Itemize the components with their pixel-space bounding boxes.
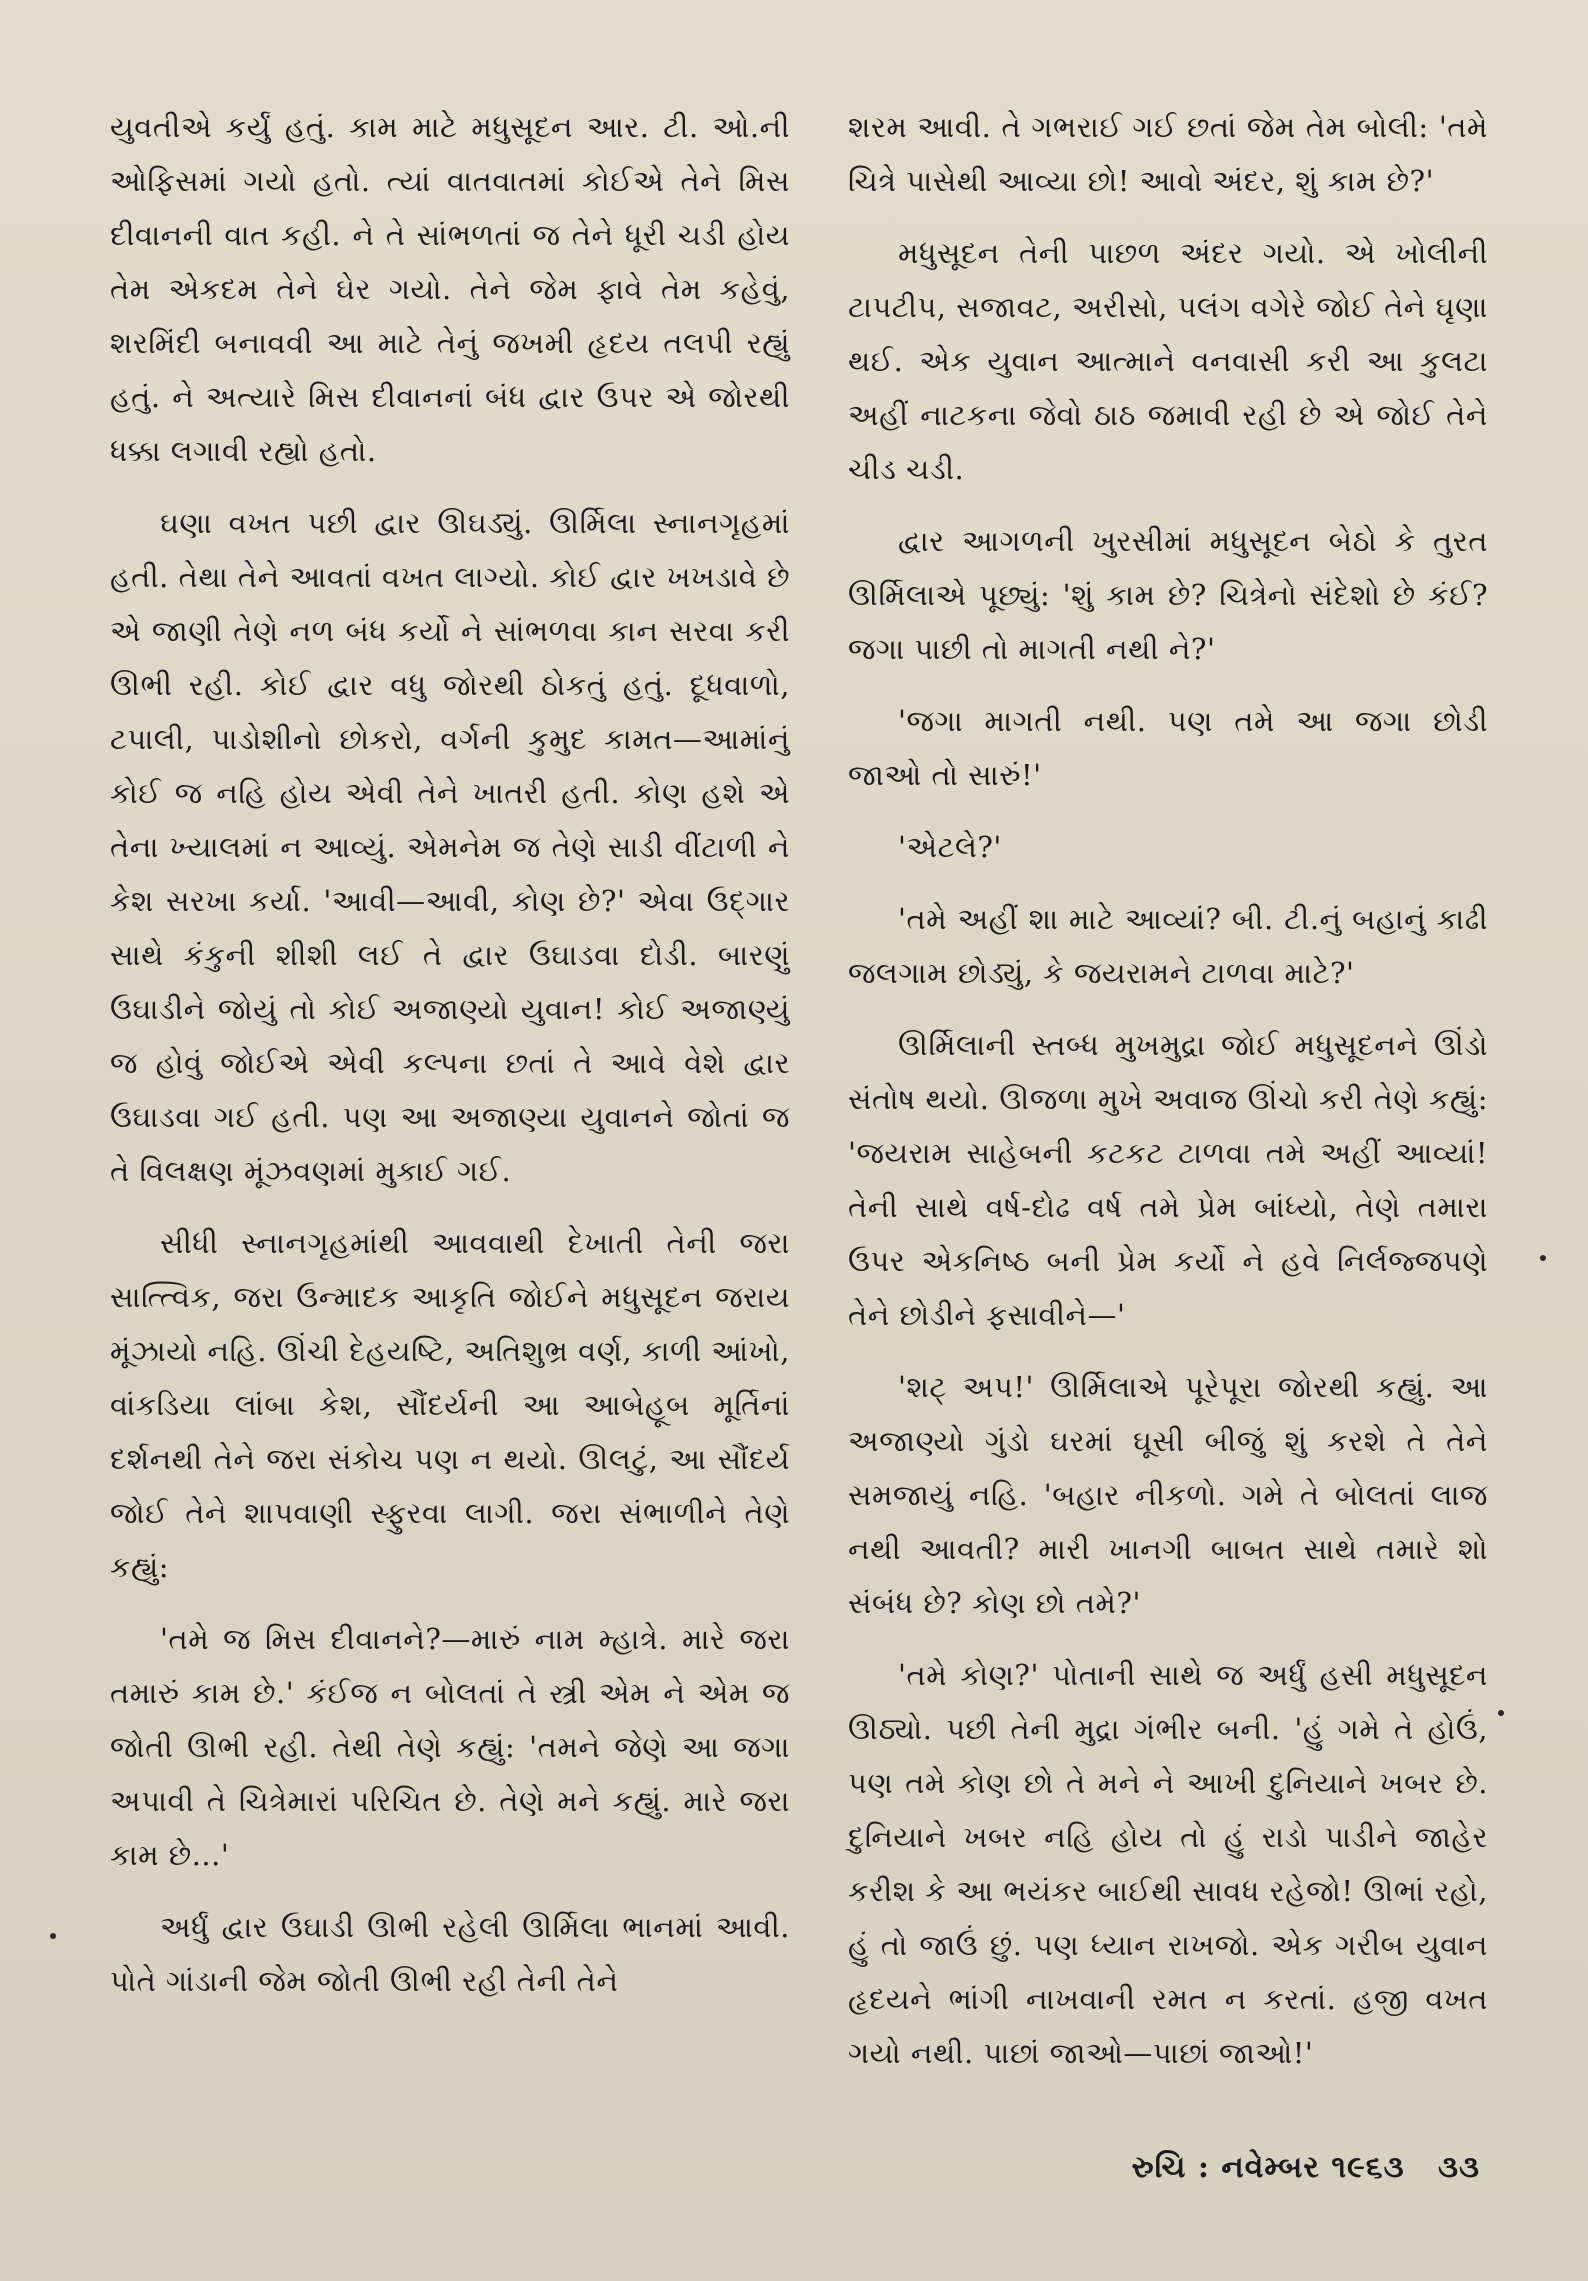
magazine-issue: રુચિ : નવેમ્બર ૧૯૬૩ (1131, 2150, 1405, 2185)
print-speck (1498, 1710, 1504, 1716)
paragraph: 'જગા માગતી નથી. પણ તમે આ જગા છોડી જાઓ તો સારું!' (848, 704, 1488, 792)
paragraph: મધુસૂદન તેની પાછળ અંદર ગયો. એ ખોલીની ટાપટીપ, સજાવટ, અરીસો, પલંગ વગેરે જોઈ તેને ઘૃણા થઈ. એક યુવાન આત્માને વનવાસી કરી આ કુલટા અહીં નાટકના જેવો ઠાઠ જમાવી રહી છે એ જોઈ તેને ચીડ ચડી. (848, 236, 1488, 486)
right-column (848, 100, 1488, 2098)
paragraph: 'એટલે?' (898, 830, 1002, 864)
paragraph: દ્વાર આગળની ખુરસીમાં મધુસૂદન બેઠો કે તુરત ઊર્મિલાએ પૂછ્યું: 'શું કામ છે? ચિત્રેનો સંદેશો છે કંઈ? જગા પાછી તો માગતી નથી ને?' (848, 524, 1488, 666)
paragraph: 'શટ્ અપ!' ઊર્મિલાએ પૂરેપૂરા જોરથી કહ્યું. આ અજાણ્યો ગુંડો ઘરમાં ઘૂસી બીજું શું કરશે તે તેને સમજાયું નહિ. 'બહાર નીકળો. ગમે તે બોલતાં લાજ નથી આવતી? મારી ખાનગી બાબત સાથે તમારે શો સંબંધ છે? કોણ છો તમે?' (848, 1370, 1488, 1620)
print-speck (1540, 1255, 1546, 1261)
paragraph: ઘણા વખત પછી દ્વાર ઊઘડ્યું. ઊર્મિલા સ્નાનગૃહમાં હતી. તેથા તેને આવતાં વખત લાગ્યો. કોઈ દ્વાર ખખડાવે છે એ જાણી તેણે નળ બંધ કર્યો ને સાંભળવા કાન સરવા કરી ઊભી રહી. કોઈ દ્વાર વધુ જોરથી ઠોકતું હતું. દૂધવાળો, ટપાલી, પાડોશીનો છોકરો, વર્ગની કુમુદ કામત—આમાંનું કોઈ જ નહિ હોય એવી તેને ખાતરી હતી. કોણ હશે એ તેના ખ્યાલમાં ન આવ્યું. એમનેમ જ તેણે સાડી વીંટાળી ને કેશ સરખા કર્યા. 'આવી—આવી, કોણ છે?' એવા ઉદ્ગાર સાથે કંકુની શીશી લઈ તે દ્વાર ઉઘાડવા દોડી. બારણું ઉઘાડીને જોયું તો કોઈ અજાણ્યો યુવાન! કોઈ અજાણ્યું જ હોવું જોઈએ એવી કલ્પના છતાં તે આવે વેશે દ્વાર ઉઘાડવા ગઈ હતી. પણ આ અજાણ્યા યુવાનને જોતાં જ તે વિલક્ષણ મૂંઝવણમાં મુકાઈ ગઈ. (110, 506, 790, 1188)
paragraph: 'તમે અહીં શા માટે આવ્યાં? બી. ટી.નું બહાનું કાઢી જલગામ છોડ્યું, કે જયરામને ટાળવા માટે?' (848, 902, 1488, 990)
paragraph: 'તમે જ મિસ દીવાનને?—મારું નામ મ્હાત્રે. મારે જરા તમારું કામ છે.' કંઈજ ન બોલતાં તે સ્ત્રી એમ ને એમ જ જોતી ઊભી રહી. તેથી તેણે કહ્યું: 'તમને જેણે આ જગા અપાવી તે ચિત્રેમારાં પરિચિત છે. તેણે મને કહ્યું. મારે જરા કામ છે...' (110, 1622, 790, 1872)
paragraph: યુવતીએ કર્યું હતું. કામ માટે મધુસૂદન આર. ટી. ઓ.ની ઓફિસમાં ગયો હતો. ત્યાં વાતવાતમાં કોઈએ તેને મિસ દીવાનની વાત કહી. ને તે સાંભળતાં જ તેને ધૂરી ચડી હોય તેમ એકદમ તેને ઘેર ગયો. તેને જેમ ફાવે તેમ કહેવું, શરમિંદી બનાવવી આ માટે તેનું જખમી હૃદય તલપી રહ્યું હતું. ને અત્યારે મિસ દીવાનનાં બંધ દ્વાર ઉપર એ જોરથી ધક્કા લગાવી રહ્યો હતો. (110, 110, 790, 468)
page-number: ૩૩ (1438, 2150, 1480, 2185)
print-speck (50, 1933, 56, 1939)
paragraph: અર્ધું દ્વાર ઉઘાડી ઊભી રહેલી ઊર્મિલા ભાનમાં આવી. પોતે ગાંડાની જેમ જોતી ઊભી રહી તેની તેને (110, 1910, 790, 1998)
paragraph: શરમ આવી. તે ગભરાઈ ગઈ છતાં જેમ તેમ બોલી: 'તમે ચિત્રે પાસેથી આવ્યા છો! આવો અંદર, શું કામ છે?' (848, 110, 1488, 198)
paragraph: ઊર્મિલાની સ્તબ્ધ મુખમુદ્રા જોઈ મધુસૂદનને ઊંડો સંતોષ થયો. ઊજળા મુખે અવાજ ઊંચો કરી તેણે કહ્યું: 'જયરામ સાહેબની કટકટ ટાળવા તમે અહીં આવ્યાં! તેની સાથે વર્ષ-દોઢ વર્ષ તમે પ્રેમ બાંધ્યો, તેણે તમારા ઉપર એકનિષ્ઠ બની પ્રેમ કર્યો ને હવે નિર્લજ્જપણે તેને છોડીને ફસાવીને—' (848, 1028, 1488, 1332)
paragraph: સીધી સ્નાનગૃહમાંથી આવવાથી દેખાતી તેની જરા સાત્ત્વિક, જરા ઉન્માદક આકૃતિ જોઈને મધુસૂદન જરાય મૂંઝાયો નહિ. ઊંચી દેહયષ્ટિ, અતિશુભ્ર વર્ણ, કાળી આંખો, વાંકડિયા લાંબા કેશ, સૌંદર્યની આ આબેહૂબ મૂર્તિનાં દર્શનથી તેને જરા સંકોચ પણ ન થયો. ઊલટું, આ સૌંદર્ય જોઈ તેને શાપવાણી સ્ફુરવા લાગી. જરા સંભાળીને તેણે કહ્યું: (110, 1226, 790, 1584)
page-footer (1132, 2150, 1480, 2185)
paragraph: 'તમે કોણ?' પોતાની સાથે જ અર્ધું હસી મધુસૂદન ઊઠ્યો. પછી તેની મુદ્રા ગંભીર બની. 'હું ગમે તે હોઉં, પણ તમે કોણ છો તે મને ને આખી દુનિયાને ખબર છે. દુનિયાને ખબર નહિ હોય તો હું રાડો પાડીને જાહેર કરીશ કે આ ભયંકર બાઈથી સાવધ રહેજો! ઊભાં રહો, હું તો જાઉં છું. પણ ધ્યાન રાખજો. એક ગરીબ યુવાન હૃદયને ભાંગી નાખવાની રમત ન કરતાં. હજી વખત ગયો નથી. પાછાં જાઓ—પાછાં જાઓ!' (848, 1658, 1488, 2070)
left-column (110, 100, 790, 2026)
